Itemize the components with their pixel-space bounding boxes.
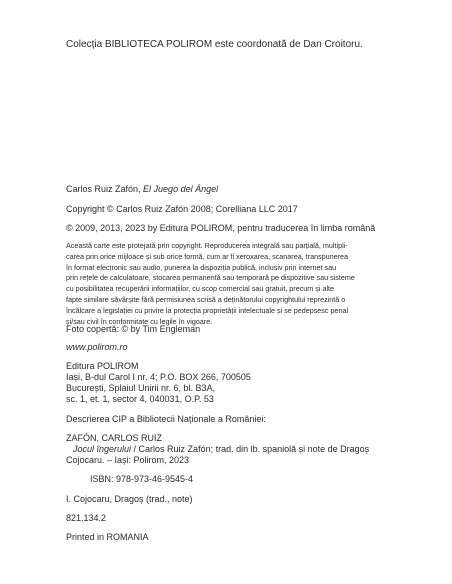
contributor: I. Cojocaru, Dragoș (trad., note) <box>66 494 193 504</box>
cip-entry-title: Jocul îngerului <box>73 444 132 454</box>
legal-notice-line: Această carte este protejată prin copyright. Reproducerea integrală sau parțială, multipli- <box>66 241 348 250</box>
cip-author: ZAFÓN, CARLOS RUIZ <box>66 433 163 443</box>
original-author: Carlos Ruiz Zafón, <box>66 184 141 194</box>
isbn: ISBN: 978-973-46-9545-4 <box>90 474 194 484</box>
legal-notice-line: și/sau civil în conformitate cu legile în vigoare. <box>66 316 213 326</box>
cip-heading: Descrierea CIP a Bibliotecii Naționale a României: <box>66 414 266 424</box>
original-title-line <box>66 184 218 195</box>
printed-in: Printed in ROMANIA <box>66 532 149 542</box>
legal-notice-line: încălcare a legislației cu privire la protecția proprietății intelectuale și se pedepsesc penal <box>66 305 349 315</box>
cip-entry-line-1 <box>66 444 369 455</box>
legal-notice-line: prin rețele de calculatoare, stocarea permanentă sau temporară pe dispozitive sau sisteme <box>66 273 355 283</box>
website-link[interactable]: www.polirom.ro <box>66 342 128 352</box>
legal-notice-line: carea prin orice mijloace și sub orice formă, cum ar fi xeroxarea, scanarea, transpunerea <box>66 251 349 261</box>
copyright-line-1: Copyright © Carlos Ruiz Zafón 2008; Corelliana LLC 2017 <box>66 204 298 214</box>
copyright-line-2: © 2009, 2013, 2023 by Editura POLIROM, pentru traducerea în limba română <box>66 223 376 233</box>
cip-entry-line-2: Cojocaru. – Iași: Polirom, 2023 <box>66 455 190 465</box>
legal-notice-line: în format electronic sau audio, punerea la dispoziția publică, inclusiv prin internet sau <box>66 262 337 272</box>
address-line: Iași, B-dul Carol I nr. 4; P.O. BOX 266, 700505 <box>66 372 251 382</box>
original-title: El Juego del Ángel <box>143 184 219 194</box>
publisher-address <box>66 361 251 405</box>
publisher-name: Editura POLIROM <box>66 361 139 371</box>
cover-photo-credit: Foto copertă: © by Tim Engleman <box>66 324 201 334</box>
address-line: sc. 1, et. 1, sector 4, 040031, O.P. 53 <box>66 394 214 404</box>
legal-notice-line: cu posibilitatea recuperării informațiilor, cu scop comercial sau gratuit, precum și alte <box>66 284 335 294</box>
cip-entry <box>66 444 369 466</box>
address-line: București, Splaiul Unirii nr. 6, bl. B3A, <box>66 383 216 393</box>
cip-entry-rest: / Carlos Ruiz Zafón; trad. din lb. spaniolă și note de Dragoș <box>131 444 370 454</box>
legal-notice <box>66 241 355 327</box>
legal-notice-line: fapte similare săvârșite fără permisiunea scrisă a deținătorului copyrightului reprezintă o <box>66 294 346 304</box>
classification: 821.134.2 <box>66 513 107 523</box>
collection-note: Colecția BIBLIOTECA POLIROM este coordonată de Dan Croitoru. <box>66 39 363 50</box>
